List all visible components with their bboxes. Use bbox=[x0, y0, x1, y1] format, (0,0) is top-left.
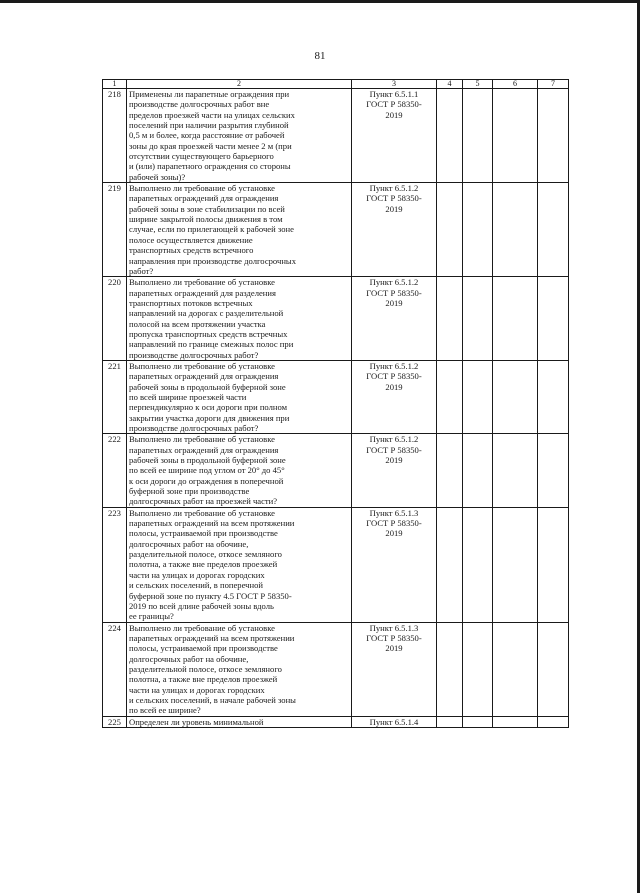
question-line: рабочей зоны в продольной буферной зоне bbox=[129, 381, 286, 392]
requirement-question bbox=[127, 360, 352, 433]
question-line: разделительной полосе, откосе земляного bbox=[129, 663, 282, 674]
question-line: парапетных ограждений для ограждения bbox=[129, 371, 279, 382]
question-line: направления при производстве долгосрочных bbox=[129, 255, 296, 266]
page-number: 81 bbox=[314, 50, 326, 62]
reference-line: 2019 bbox=[385, 643, 403, 654]
question-line: к оси дороги до ограждения в поперечной bbox=[129, 475, 284, 486]
question-line: Выполнено ли требование об установке bbox=[129, 360, 275, 371]
reference-line: ГОСТ Р 58350- bbox=[366, 371, 422, 382]
answer-cell[interactable] bbox=[463, 89, 493, 183]
requirement-question bbox=[127, 622, 352, 716]
standard-reference bbox=[352, 434, 437, 507]
row-number: 221 bbox=[103, 360, 127, 433]
question-line: 2019 по всей длине рабочей зоны вдоль bbox=[129, 600, 274, 611]
question-line: и (или) парапетного ограждения со стороны bbox=[129, 161, 291, 172]
answer-cell[interactable] bbox=[493, 622, 538, 716]
answer-cell[interactable] bbox=[437, 183, 463, 277]
reference-line: 2019 bbox=[385, 381, 403, 392]
question-line: рабочей зоны в продольной буферной зоне bbox=[129, 455, 286, 466]
requirement-question bbox=[127, 277, 352, 361]
table-row bbox=[103, 507, 569, 622]
answer-cell[interactable] bbox=[463, 622, 493, 716]
answer-cell[interactable] bbox=[538, 434, 569, 507]
requirement-question bbox=[127, 507, 352, 622]
question-line: транспортных потоков встречных bbox=[129, 297, 253, 308]
answer-cell[interactable] bbox=[538, 360, 569, 433]
reference-line: Пункт 6.5.1.4 bbox=[369, 716, 419, 727]
answer-cell[interactable] bbox=[437, 89, 463, 183]
question-line: рабочей зоны)? bbox=[129, 171, 186, 182]
answer-cell[interactable] bbox=[493, 507, 538, 622]
question-line: парапетных ограждений для ограждения bbox=[129, 444, 279, 455]
row-number: 218 bbox=[103, 89, 127, 183]
standard-reference bbox=[352, 183, 437, 277]
answer-cell[interactable] bbox=[493, 434, 538, 507]
question-line: по всей ширине проезжей части bbox=[129, 391, 247, 402]
question-line: полосы, устраиваемой при производстве bbox=[129, 643, 278, 654]
answer-cell[interactable] bbox=[538, 716, 569, 727]
question-line: пропуска транспортных средств встречных bbox=[129, 328, 288, 339]
question-line: случае, если по прилегающей к рабочей зоне bbox=[129, 224, 294, 235]
question-line: Выполнено ли требование об установке bbox=[129, 622, 275, 633]
answer-cell[interactable] bbox=[463, 434, 493, 507]
question-line: части на улицах и дорогах городских bbox=[129, 569, 265, 580]
answer-cell[interactable] bbox=[493, 360, 538, 433]
question-line: Выполнено ли требование об установке bbox=[129, 434, 275, 445]
requirement-question bbox=[127, 434, 352, 507]
reference-line: Пункт 6.5.1.2 bbox=[369, 277, 419, 288]
question-line: полосе осуществляется движение bbox=[129, 234, 253, 245]
reference-line: 2019 bbox=[385, 297, 403, 308]
question-line: Определен ли уровень минимальной bbox=[129, 716, 264, 727]
reference-line: ГОСТ Р 58350- bbox=[366, 99, 422, 110]
question-line: буферной зоне при производстве bbox=[129, 486, 250, 497]
reference-line: Пункт 6.5.1.2 bbox=[369, 183, 419, 194]
standard-reference bbox=[352, 277, 437, 361]
answer-cell[interactable] bbox=[463, 183, 493, 277]
table-row bbox=[103, 622, 569, 716]
question-line: Применены ли парапетные ограждения при bbox=[129, 89, 290, 99]
answer-cell[interactable] bbox=[538, 277, 569, 361]
standard-reference bbox=[352, 716, 437, 727]
column-header: 1 bbox=[103, 80, 127, 89]
question-line: парапетных ограждений на всем протяжении bbox=[129, 518, 295, 529]
answer-cell[interactable] bbox=[493, 277, 538, 361]
question-line: производстве долгосрочных работ вне bbox=[129, 99, 270, 110]
answer-cell[interactable] bbox=[538, 89, 569, 183]
question-line: долгосрочных работ на обочине, bbox=[129, 653, 249, 664]
reference-line: ГОСТ Р 58350- bbox=[366, 518, 422, 529]
column-header: 3 bbox=[352, 80, 437, 89]
question-line: Выполнено ли требование об установке bbox=[129, 507, 275, 518]
reference-line: ГОСТ Р 58350- bbox=[366, 287, 422, 298]
column-header: 5 bbox=[463, 80, 493, 89]
question-line: 0,5 м и более, когда расстояние от рабочей bbox=[129, 130, 285, 141]
reference-line: 2019 bbox=[385, 203, 403, 214]
answer-cell[interactable] bbox=[538, 622, 569, 716]
answer-cell[interactable] bbox=[437, 622, 463, 716]
row-number: 223 bbox=[103, 507, 127, 622]
question-line: полосой на всем протяжении участка bbox=[129, 318, 266, 329]
standard-reference bbox=[352, 507, 437, 622]
reference-line: Пункт 6.5.1.2 bbox=[369, 360, 419, 371]
question-line: закрытии участка дороги для движения при bbox=[129, 412, 290, 423]
answer-cell[interactable] bbox=[437, 434, 463, 507]
question-line: Выполнено ли требование об установке bbox=[129, 183, 275, 194]
answer-cell[interactable] bbox=[538, 507, 569, 622]
question-line: производстве долгосрочных работ? bbox=[129, 423, 259, 433]
question-line: парапетных ограждений для ограждения bbox=[129, 193, 279, 204]
question-line: пределов проезжей части на улицах сельских bbox=[129, 109, 295, 120]
question-line: перпендикулярно к оси дороги при полном bbox=[129, 402, 288, 413]
question-line: отсутствии существующего барьерного bbox=[129, 151, 274, 162]
row-number: 220 bbox=[103, 277, 127, 361]
row-number: 222 bbox=[103, 434, 127, 507]
reference-line: 2019 bbox=[385, 528, 403, 539]
reference-line: ГОСТ Р 58350- bbox=[366, 193, 422, 204]
standard-reference bbox=[352, 360, 437, 433]
requirement-question bbox=[127, 716, 352, 727]
answer-cell[interactable] bbox=[493, 89, 538, 183]
table-row bbox=[103, 434, 569, 507]
question-line: долгосрочных работ на проезжей части? bbox=[129, 496, 278, 507]
standard-reference bbox=[352, 622, 437, 716]
question-line: разделительной полосе, откосе земляного bbox=[129, 549, 282, 560]
scan-edge-top bbox=[0, 0, 640, 3]
answer-cell[interactable] bbox=[463, 716, 493, 727]
question-line: буферной зоне по пункту 4.5 ГОСТ Р 58350- bbox=[129, 590, 292, 601]
question-line: и сельских поселений, в поперечной bbox=[129, 580, 263, 591]
question-line: по всей ее ширине под углом от 20° до 45° bbox=[129, 465, 285, 476]
question-line: рабочей зоны в зоне стабилизации по всей bbox=[129, 203, 285, 214]
requirement-question bbox=[127, 183, 352, 277]
question-line: по всей ее ширине? bbox=[129, 705, 201, 716]
reference-line: 2019 bbox=[385, 109, 403, 120]
reference-line: ГОСТ Р 58350- bbox=[366, 632, 422, 643]
question-line: зоны до края проезжей части менее 2 м (при bbox=[129, 140, 292, 151]
row-number: 224 bbox=[103, 622, 127, 716]
answer-cell[interactable] bbox=[437, 507, 463, 622]
question-line: Выполнено ли требование об установке bbox=[129, 277, 275, 288]
question-line: полотна, а также вне пределов проезжей bbox=[129, 559, 278, 570]
answer-cell[interactable] bbox=[463, 277, 493, 361]
question-line: работ? bbox=[129, 265, 154, 276]
column-header: 4 bbox=[437, 80, 463, 89]
standard-reference bbox=[352, 89, 437, 183]
question-line: полосы, устраиваемой при производстве bbox=[129, 528, 278, 539]
reference-line: Пункт 6.5.1.1 bbox=[369, 89, 419, 99]
answer-cell[interactable] bbox=[437, 360, 463, 433]
answer-cell[interactable] bbox=[437, 716, 463, 727]
question-line: долгосрочных работ на обочине, bbox=[129, 538, 249, 549]
answer-cell[interactable] bbox=[538, 183, 569, 277]
requirement-question bbox=[127, 89, 352, 183]
row-number: 225 bbox=[103, 716, 127, 727]
question-line: направлений по границе смежных полос при bbox=[129, 339, 294, 350]
table-row bbox=[103, 89, 569, 183]
question-line: полотна, а также вне пределов проезжей bbox=[129, 674, 278, 685]
reference-line: Пункт 6.5.1.3 bbox=[369, 507, 419, 518]
column-header: 6 bbox=[493, 80, 538, 89]
reference-line: Пункт 6.5.1.2 bbox=[369, 434, 419, 445]
question-line: парапетных ограждений для разделения bbox=[129, 287, 276, 298]
question-line: направлений на дорогах с разделительной bbox=[129, 308, 284, 319]
table-row bbox=[103, 183, 569, 277]
question-line: поселений при наличии разрытия глубиной bbox=[129, 120, 289, 131]
question-line: части на улицах и дорогах городских bbox=[129, 684, 265, 695]
answer-cell[interactable] bbox=[463, 507, 493, 622]
question-line: транспортных средств встречного bbox=[129, 245, 254, 256]
reference-line: Пункт 6.5.1.3 bbox=[369, 622, 419, 633]
column-header: 7 bbox=[538, 80, 569, 89]
header-row bbox=[103, 80, 569, 89]
answer-cell[interactable] bbox=[493, 183, 538, 277]
row-number: 219 bbox=[103, 183, 127, 277]
question-line: и сельских поселений, в начале рабочей зоны bbox=[129, 694, 296, 705]
answer-cell[interactable] bbox=[463, 360, 493, 433]
question-line: ширине закрытой полосы движения в том bbox=[129, 214, 283, 225]
question-line: производстве долгосрочных работ? bbox=[129, 349, 259, 360]
reference-line: ГОСТ Р 58350- bbox=[366, 444, 422, 455]
reference-line: 2019 bbox=[385, 455, 403, 466]
table-row bbox=[103, 716, 569, 727]
table-row bbox=[103, 277, 569, 361]
table-row bbox=[103, 360, 569, 433]
column-header: 2 bbox=[127, 80, 352, 89]
answer-cell[interactable] bbox=[437, 277, 463, 361]
checklist-table bbox=[102, 79, 569, 728]
question-line: парапетных ограждений на всем протяжении bbox=[129, 632, 295, 643]
answer-cell[interactable] bbox=[493, 716, 538, 727]
question-line: ее границы? bbox=[129, 611, 174, 622]
